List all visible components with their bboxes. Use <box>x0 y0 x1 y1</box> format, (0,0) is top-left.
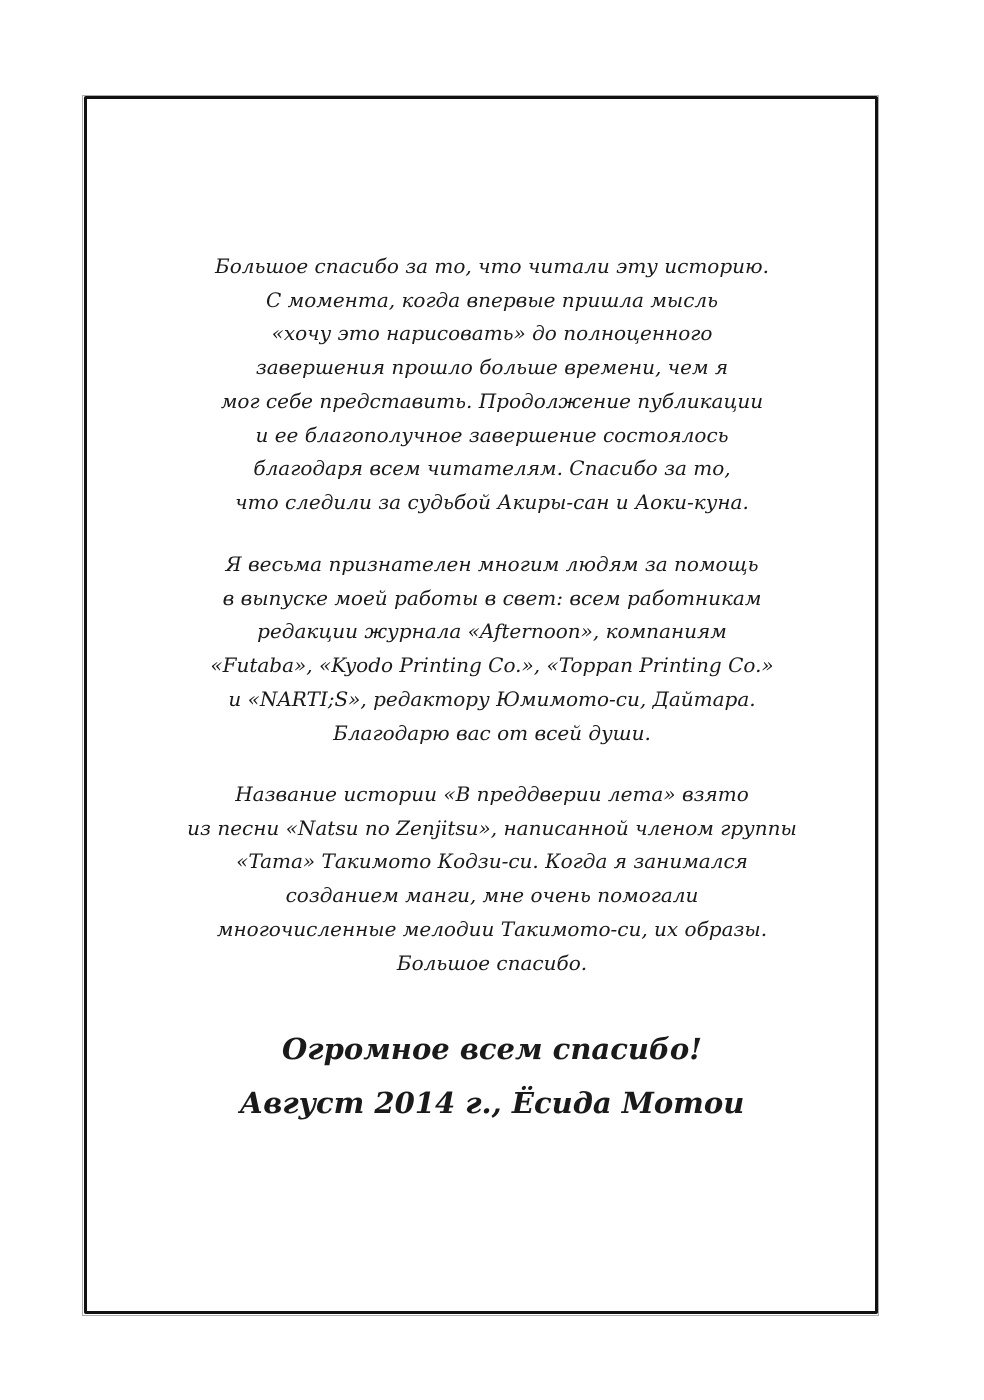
text-line: благодаря всем читателям. Спасибо за то, <box>253 456 731 481</box>
text-line: «Futaba», «Kyodo Printing Co.», «Toppan Printing Co.» <box>210 653 774 678</box>
text-line: «хочу это нарисовать» до полноценного <box>271 321 713 346</box>
text-line: из песни «Natsu no Zenjitsu», написанной членом группы <box>187 815 797 840</box>
text-line: Я весьма признателен многим людям за помощь <box>225 552 759 576</box>
text-line: «Tama» Такимото Кодзи-си. Когда я занимался <box>236 849 748 874</box>
text-line: созданием манги, мне очень помогали <box>285 883 699 908</box>
text-line: С момента, когда впервые пришла мысль <box>265 287 719 312</box>
text-line: Большое спасибо за то, что читали эту историю. <box>215 254 769 278</box>
afterword-paragraph-2 <box>0 548 984 750</box>
text-line: мог себе представить. Продолжение публикации <box>220 388 764 413</box>
closing-block <box>0 1022 984 1130</box>
text-line: Благодарю вас от всей души. <box>333 720 651 745</box>
text-line: редакции журнала «Afternoon», компаниям <box>257 619 727 644</box>
text-line: и ее благополучное завершение состоялось <box>255 422 729 447</box>
text-line: что следили за судьбой Акиры-сан и Аоки-куна. <box>235 489 749 514</box>
author-signature: Август 2014 г., Ёсида Мотои <box>239 1086 745 1120</box>
closing-thanks: Огромное всем спасибо! <box>282 1032 702 1066</box>
text-line: в выпуске моей работы в свет: всем работникам <box>222 585 762 610</box>
text-line: завершения прошло больше времени, чем я <box>255 355 729 380</box>
text-line: и «NARTI;S», редактору Юмимото-си, Дайтара. <box>228 686 756 711</box>
text-line: многочисленные мелодии Такимото-си, их образы. <box>216 916 768 941</box>
afterword-paragraph-1 <box>0 250 984 520</box>
afterword-paragraph-3 <box>0 778 984 980</box>
text-line: Большое спасибо. <box>396 950 588 975</box>
text-line: Название истории «В преддверии лета» взято <box>235 782 749 806</box>
